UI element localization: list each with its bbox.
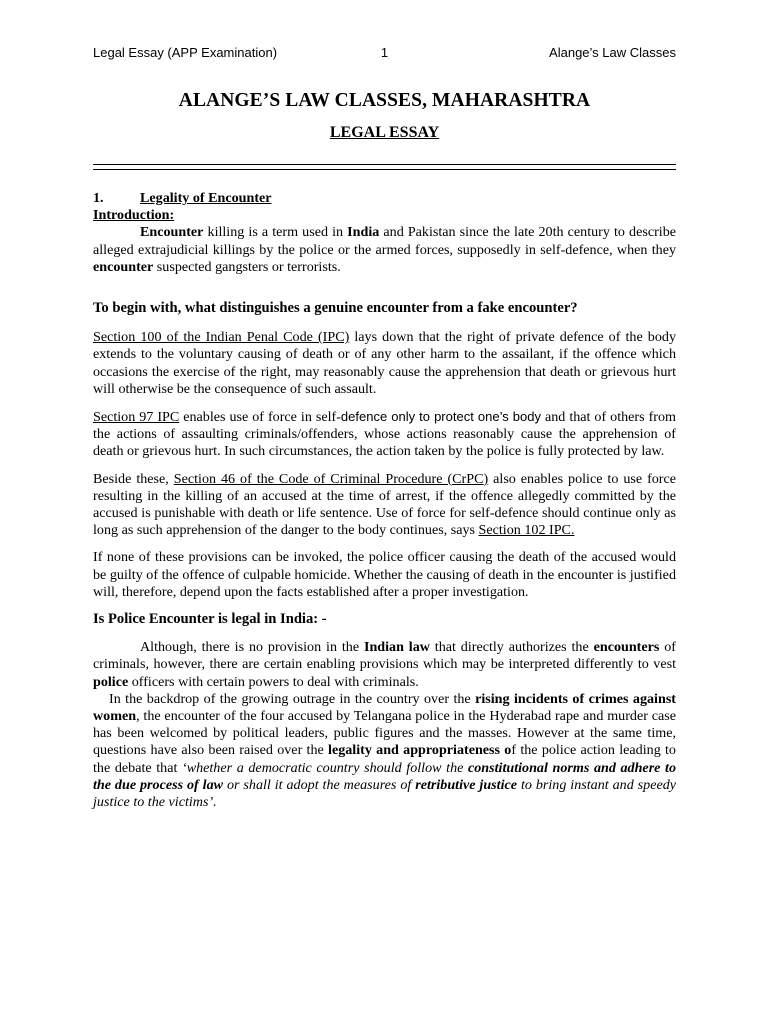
text-run: officers with certain powers to deal with criminals.	[128, 673, 419, 690]
text-run: Although, there is no provision in the	[140, 639, 364, 656]
document-title: ALANGE’S LAW CLASSES, MAHARASHTRA	[178, 90, 591, 111]
text-run: rising incidents of crimes against women	[93, 690, 676, 725]
text-run: enables use of force in self-	[179, 409, 341, 426]
reference-section-100: Section 100 of the Indian Penal Code (IPC)	[93, 329, 350, 346]
paragraph-backdrop	[93, 691, 676, 811]
document-subtitle: LEGAL ESSAY	[329, 124, 440, 141]
text-run: retributive justice	[415, 776, 518, 793]
reference-section-102: Section 102 IPC.	[478, 522, 575, 539]
intro-paragraph	[93, 224, 676, 276]
text-run: Encounter	[140, 224, 204, 241]
text-run: of criminals, however, there are certain enabling provisions which may be interpreted differently to vest	[93, 639, 676, 673]
running-header	[93, 42, 676, 62]
text-run: to bring instant and speedy justice to the victims’.	[93, 776, 677, 811]
text-run: or shall it adopt the measures of	[223, 776, 416, 793]
document-body	[93, 190, 676, 811]
section-heading	[93, 190, 676, 207]
text-run: encounter	[93, 258, 154, 275]
paragraph-section-100	[93, 329, 676, 398]
introduction-heading: Introduction:	[93, 207, 175, 224]
paragraph-section-46	[93, 471, 676, 540]
text-run: , the encounter of the four accused by Telangana police in the Hyderabad rape and murder case has been welcomed by political leaders, public figures and the masses. However at the same time, questions have also been raised over the	[93, 708, 676, 759]
section-title: Legality of Encounter	[140, 190, 272, 206]
reference-section-46: Section 46 of the Code of Criminal Procedure (CrPC)	[173, 470, 489, 487]
question-heading: To begin with, what distinguishes a genuine encounter from a fake encounter?	[93, 300, 578, 317]
text-run: constitutional norms and adhere to the due process of law	[93, 759, 677, 793]
text-run: police	[93, 673, 129, 690]
text-run: and that of others from the actions of assaulting criminals/offenders, whose actions reasonably cause the apprehension of death or grievous hurt. In such circumstances, the action taken by the police is fully protected by law.	[93, 409, 676, 460]
section-number: 1.	[93, 190, 104, 206]
text-run: and Pakistan since the late 20th century to describe alleged extrajudicial killings by the police or the armed forces, supposedly in self-defence, when they	[93, 224, 677, 258]
text-run: lays down that the right of private defence of the body extends to the voluntary causing of death or of any other harm to the assailant, if the offence which occasions the exercise of the right, may reasonably cause the apprehension that death or grievous hurt will otherwise be the consequence of such assault.	[93, 329, 676, 397]
text-run: India	[347, 224, 380, 241]
header-left: Legal Essay (APP Examination)	[93, 44, 278, 60]
text-run: ‘whether a democratic country should follow the	[182, 759, 468, 776]
text-run: encounters	[593, 639, 660, 656]
text-run: also enables police to use force resulting in the killing of an accused at the time of arrest, if the offence allegedly committed by the accused is punishable with death or life sentence. Use of force for self-defence should continue only as long as such apprehension of the danger to the body continues, says	[93, 470, 677, 539]
text-run: Indian law	[363, 639, 430, 656]
paragraph-section-97	[93, 408, 676, 461]
text-run: suspected gangsters or terrorists.	[153, 258, 341, 275]
text-run: f the police action leading to the debate that	[93, 742, 676, 776]
text-run: defence only to protect one’s body	[340, 409, 541, 425]
header-right: Alange’s Law Classes	[549, 44, 676, 60]
paragraph-culpable-homicide: If none of these provisions can be invoked, the police officer causing the death of the accused would be guilty of the offence of culpable homicide. Whether the causing of death in the encounter is justified will, therefore, depend upon the facts established after a proper investigation.	[93, 549, 676, 600]
reference-section-97: Section 97 IPC	[93, 409, 180, 426]
text-run: Beside these,	[93, 470, 174, 487]
text-run: that directly authorizes the	[429, 639, 594, 656]
text-run: killing is a term used in	[203, 224, 348, 241]
legality-heading: Is Police Encounter is legal in India: -	[93, 611, 327, 628]
page-number: 1	[380, 44, 389, 60]
text-run: legality and appropriateness o	[328, 742, 512, 759]
paragraph-although	[93, 639, 676, 691]
text-run: In the backdrop of the growing outrage in the country over the	[109, 690, 476, 707]
double-rule-divider	[93, 164, 676, 170]
